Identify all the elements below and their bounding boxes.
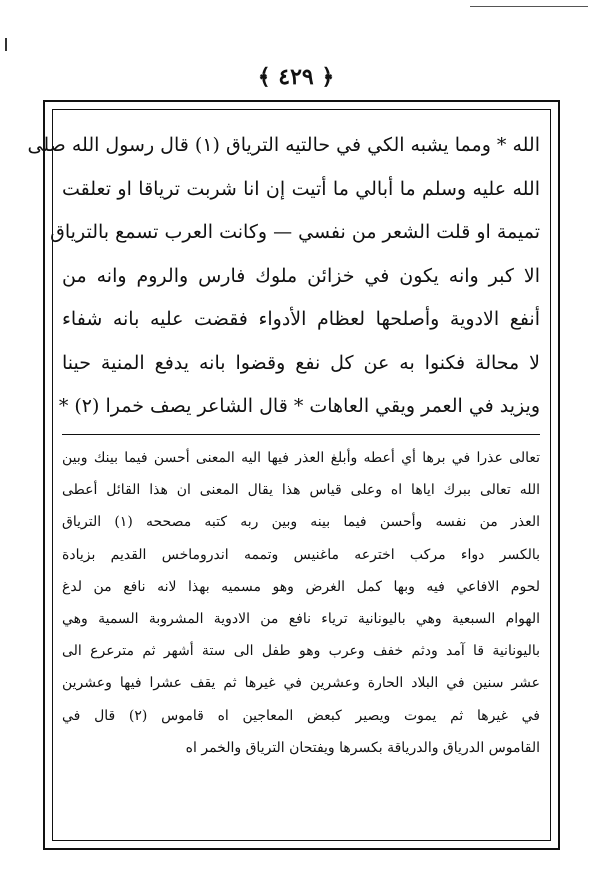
top-edge-rule [470, 6, 588, 7]
main-text-line: الله عليه وسلم ما أبالي ما أتيت إن انا شربت ترياقا او تعلقت [62, 177, 540, 200]
main-text-block [27, 124, 540, 429]
footnote-line: تعالى عذرا في برها أي أعطه وأبلغ العذر فيها اليه المعنى أحسن فيما بينك وبين [62, 450, 540, 466]
footnote-line: لحوم الافاعي فيه وبها كمل الغرض وهو مسميه بهذا لانه نافع من لدغ [62, 578, 540, 595]
page-number: ﴿ ٤٢٩ ﴾ [257, 64, 335, 90]
footnote-line: عشر سنين في البلاد الحارة وعشرين في غيرها ثم يقف عشرا فيها وعشرين [62, 675, 540, 692]
footnote-line: العذر من نفسه وأحسن فيما بينه وبين ربه كتبه مصححه (١) الترياق [62, 514, 541, 531]
margin-mark [5, 38, 7, 51]
footnote-line: باليونانية قا آمد ودثم خفف وعرب وهو طفل الى ستة أشهر ثم مترعرع الى [62, 643, 540, 660]
main-text-line: تميمة او قلت الشعر من نفسي — وكانت العرب تسمع بالترياق [50, 221, 540, 243]
footnote-line: بالكسر دواء مركب اخترعه ماغنيس وتممه اندروماخس القديم بزيادة [62, 546, 540, 563]
main-text-line: ويزيد في العمر ويقي العاهات * قال الشاعر يصف خمرا (٢) * [58, 395, 540, 417]
main-text-line: لا محالة فكنوا به عن كل نفع وقضوا بانه يدفع المنية حينا [62, 351, 540, 374]
footnote-separator [62, 434, 540, 435]
footnotes-block [62, 442, 540, 764]
footnote-line: الهوام السبعية وهي باليونانية ترياء نافع من الادوية المشروبة السمية وهي [62, 610, 540, 627]
main-text-line: الله * ومما يشبه الكي في حالتيه الترياق (١) قال رسول الله صلى [27, 134, 540, 156]
main-text-line: الا كبر وانه يكون في خزائن ملوك فارس والروم وانه من [62, 264, 540, 287]
main-text-line: أنفع الادوية وأصلحها لعظام الأدواء فقضت عليه بانه شفاء [62, 308, 540, 330]
footnote-line: القاموس الدرياق والدرياقة بكسرها ويفتحان الترياق والخمر اه [185, 739, 540, 756]
footnote-line: في غيرها ثم يموت ويصير كبعض المعاجين اه قاموس (٢) قال في [62, 707, 540, 724]
footnote-line: الله تعالى ببرك اياها اه وعلى قياس هذا يقال المعنى ان هذا القائل أعطى [62, 482, 540, 499]
